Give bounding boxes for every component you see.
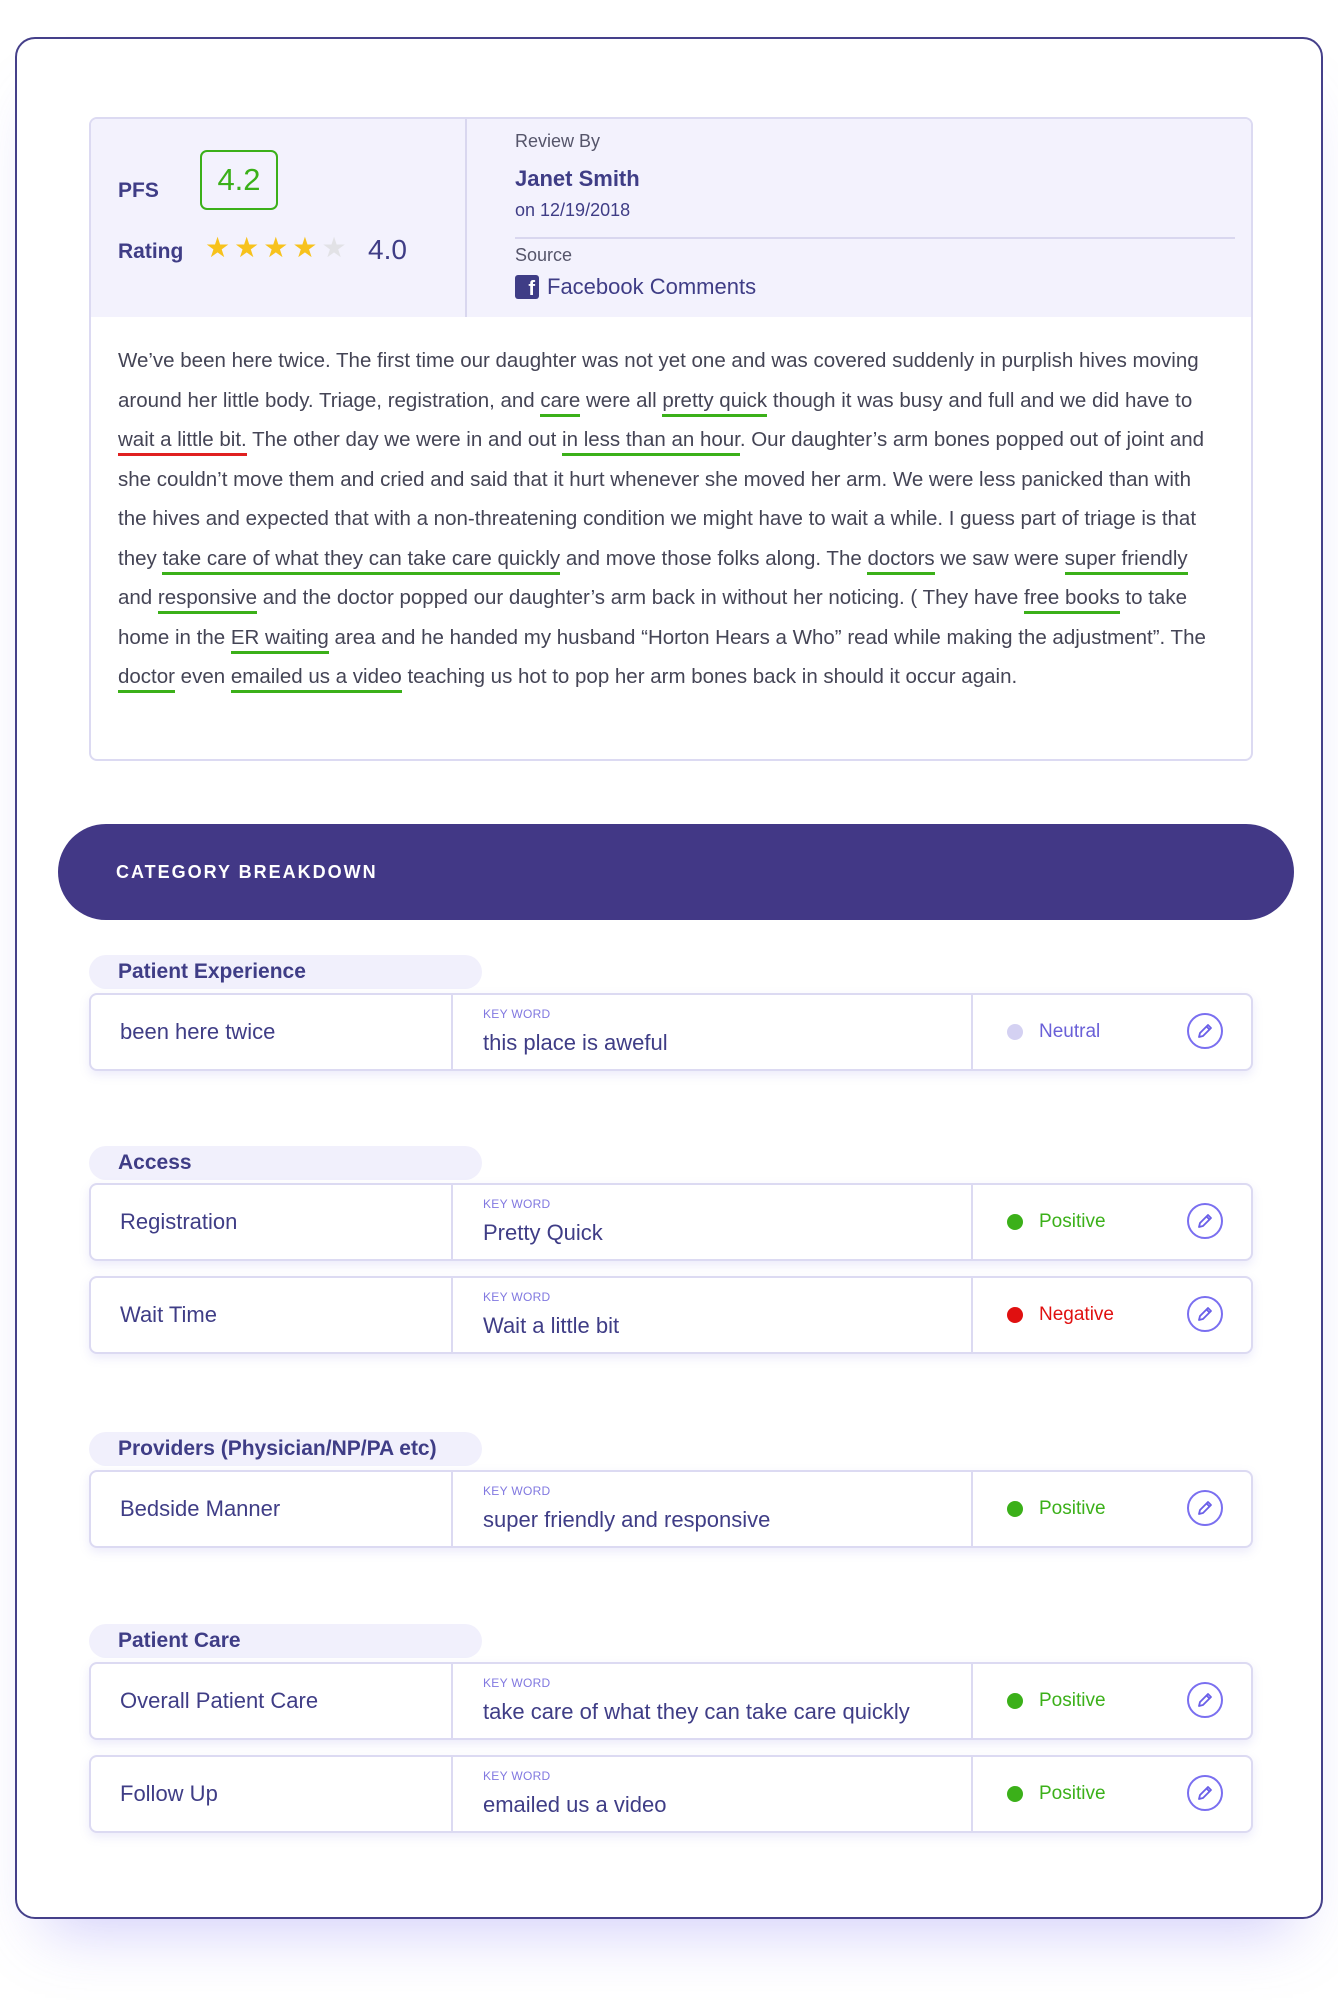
review-text-segment: teaching us hot to pop her arm bones back in should it occur again.: [401, 665, 1018, 688]
review-text-segment: even: [174, 665, 231, 688]
positive-keyword-highlight: responsive: [158, 586, 257, 614]
category-row: [89, 1662, 1253, 1740]
category-breakdown-header: CATEGORY BREAKDOWN: [58, 824, 1294, 920]
positive-keyword-highlight: free books: [1024, 586, 1120, 614]
star-icon: ★: [321, 232, 347, 263]
sentiment-status: [1007, 1757, 1106, 1831]
review-text-segment: The other day we were in and out: [246, 428, 563, 451]
subcategory-name: Bedside Manner: [120, 1496, 281, 1521]
edit-button[interactable]: [1187, 1296, 1223, 1332]
keyword-cell: [451, 1278, 973, 1352]
star-rating: [205, 234, 347, 262]
star-icon: ★: [234, 232, 260, 263]
keyword-value: emailed us a video: [483, 1792, 667, 1817]
positive-keyword-highlight: pretty quick: [662, 389, 767, 417]
keyword-label: KEY WORD: [483, 1007, 551, 1021]
source-label: Source: [515, 245, 573, 265]
edit-button[interactable]: [1187, 1013, 1223, 1049]
review-text: [91, 317, 1251, 697]
subcategory-name: Follow Up: [120, 1781, 218, 1806]
sentiment-status: [1007, 995, 1100, 1069]
subcategory-name: Wait Time: [120, 1302, 217, 1327]
review-detail-panel: [15, 37, 1323, 1919]
sentiment-label: Negative: [1039, 1304, 1114, 1325]
keyword-cell: [451, 1185, 973, 1259]
category-row: [89, 1755, 1253, 1833]
pencil-icon: [1196, 1305, 1214, 1323]
rating-label: Rating: [118, 240, 184, 263]
sentiment-label: Positive: [1039, 1783, 1106, 1804]
keyword-value: take care of what they can take care quickly: [483, 1699, 910, 1724]
source-name: Facebook Comments: [547, 274, 757, 299]
star-icon: ★: [205, 232, 231, 263]
facebook-icon: f: [515, 275, 539, 299]
sentiment-status: [1007, 1472, 1106, 1546]
keyword-value: Pretty Quick: [483, 1220, 603, 1245]
category-group-label: Patient Experience: [89, 955, 482, 989]
edit-button[interactable]: [1187, 1682, 1223, 1718]
keyword-label: KEY WORD: [483, 1197, 551, 1211]
pencil-icon: [1196, 1212, 1214, 1230]
keyword-cell: [451, 1472, 973, 1546]
sentiment-status: [1007, 1185, 1106, 1259]
pencil-icon: [1196, 1691, 1214, 1709]
category-group-label: Access: [89, 1146, 482, 1180]
sentiment-label: Positive: [1039, 1690, 1106, 1711]
category-row: [89, 1470, 1253, 1548]
pfs-score-badge: 4.2: [200, 150, 278, 210]
rating-value: 4.0: [368, 234, 407, 265]
sentiment-label: Positive: [1039, 1498, 1106, 1519]
review-text-segment: though it was busy and full and we did have to: [767, 388, 1193, 412]
positive-keyword-highlight: super friendly: [1065, 547, 1188, 575]
sentiment-label: Positive: [1039, 1211, 1106, 1232]
pfs-label: PFS: [118, 179, 159, 202]
positive-keyword-highlight: care: [540, 389, 580, 417]
review-text-segment: we saw were: [934, 546, 1065, 570]
subcategory-name: been here twice: [120, 1019, 276, 1044]
pencil-icon: [1196, 1499, 1214, 1517]
category-group-label: Providers (Physician/NP/PA etc): [89, 1432, 482, 1466]
positive-keyword-highlight: ER waiting: [231, 626, 329, 654]
review-by-label: Review By: [515, 131, 601, 151]
review-card: [89, 117, 1253, 761]
keyword-label: KEY WORD: [483, 1769, 551, 1783]
review-text-segment: to take home in the: [118, 586, 1187, 649]
review-text-segment: . Our daughter’s arm bones popped out of joint and she couldn’t move them and cried and said that it hurt whenever she moved her arm. We were less panicked than with the hives and expected that with a non-threatening condition we might have to wait a while. I guess part of triage is that they: [118, 428, 1205, 570]
subcategory-name: Overall Patient Care: [120, 1688, 319, 1713]
star-icon: ★: [263, 232, 289, 263]
negative-keyword-highlight: wait a little bit.: [118, 428, 247, 456]
edit-button[interactable]: [1187, 1490, 1223, 1526]
positive-keyword-highlight: take care of what they can take care quickly: [162, 547, 560, 575]
reviewer-section: [469, 119, 1251, 317]
sentiment-label: Neutral: [1039, 1021, 1101, 1042]
keyword-value: super friendly and responsive: [483, 1507, 771, 1532]
review-text-segment: We’ve been here twice. The first time our daughter was not yet one and was covered suddenly in purplish hives moving around her little body. Triage, registration, and: [118, 349, 1199, 412]
category-row: [89, 993, 1253, 1071]
positive-keyword-highlight: doctors: [867, 547, 934, 575]
keyword-value: Wait a little bit: [483, 1313, 620, 1338]
category-row: [89, 1183, 1253, 1261]
pencil-icon: [1196, 1022, 1214, 1040]
keyword-value: this place is aweful: [483, 1030, 668, 1055]
positive-keyword-highlight: in less than an hour: [562, 428, 740, 456]
review-text-segment: and the doctor popped our daughter’s arm back in without her noticing. ( They have: [257, 586, 1024, 609]
sentiment-status: [1007, 1278, 1114, 1352]
keyword-label: KEY WORD: [483, 1676, 551, 1690]
keyword-label: KEY WORD: [483, 1484, 551, 1498]
sentiment-dot-icon: [1007, 1501, 1023, 1517]
sentiment-dot-icon: [1007, 1307, 1023, 1323]
review-body: [118, 341, 1224, 697]
sentiment-dot-icon: [1007, 1214, 1023, 1230]
pencil-icon: [1196, 1784, 1214, 1802]
sentiment-dot-icon: [1007, 1024, 1023, 1040]
sentiment-status: [1007, 1664, 1106, 1738]
keyword-cell: [451, 995, 973, 1069]
subcategory-name: Registration: [120, 1209, 238, 1234]
reviewer-name[interactable]: Janet Smith: [515, 166, 640, 191]
keyword-cell: [451, 1664, 973, 1738]
sentiment-dot-icon: [1007, 1693, 1023, 1709]
review-text-segment: and move those folks along. The: [560, 546, 868, 570]
score-section: [91, 119, 467, 317]
category-group-label: Patient Care: [89, 1624, 482, 1658]
edit-button[interactable]: [1187, 1775, 1223, 1811]
review-text-segment: and: [118, 586, 158, 609]
category-row: [89, 1276, 1253, 1354]
positive-keyword-highlight: emailed us a video: [231, 665, 402, 693]
review-header: [91, 119, 1251, 317]
review-date: on 12/19/2018: [515, 200, 631, 220]
review-text-segment: area and he handed my husband “Horton Hears a Who” read while making the adjustment”. The: [328, 625, 1206, 649]
keyword-cell: [451, 1757, 973, 1831]
positive-keyword-highlight: doctor: [118, 665, 175, 693]
star-icon: ★: [292, 232, 318, 263]
keyword-label: KEY WORD: [483, 1290, 551, 1304]
source-link[interactable]: [515, 274, 756, 300]
sentiment-dot-icon: [1007, 1786, 1023, 1802]
edit-button[interactable]: [1187, 1203, 1223, 1239]
divider: [515, 237, 1235, 239]
review-text-segment: were all: [580, 388, 663, 412]
